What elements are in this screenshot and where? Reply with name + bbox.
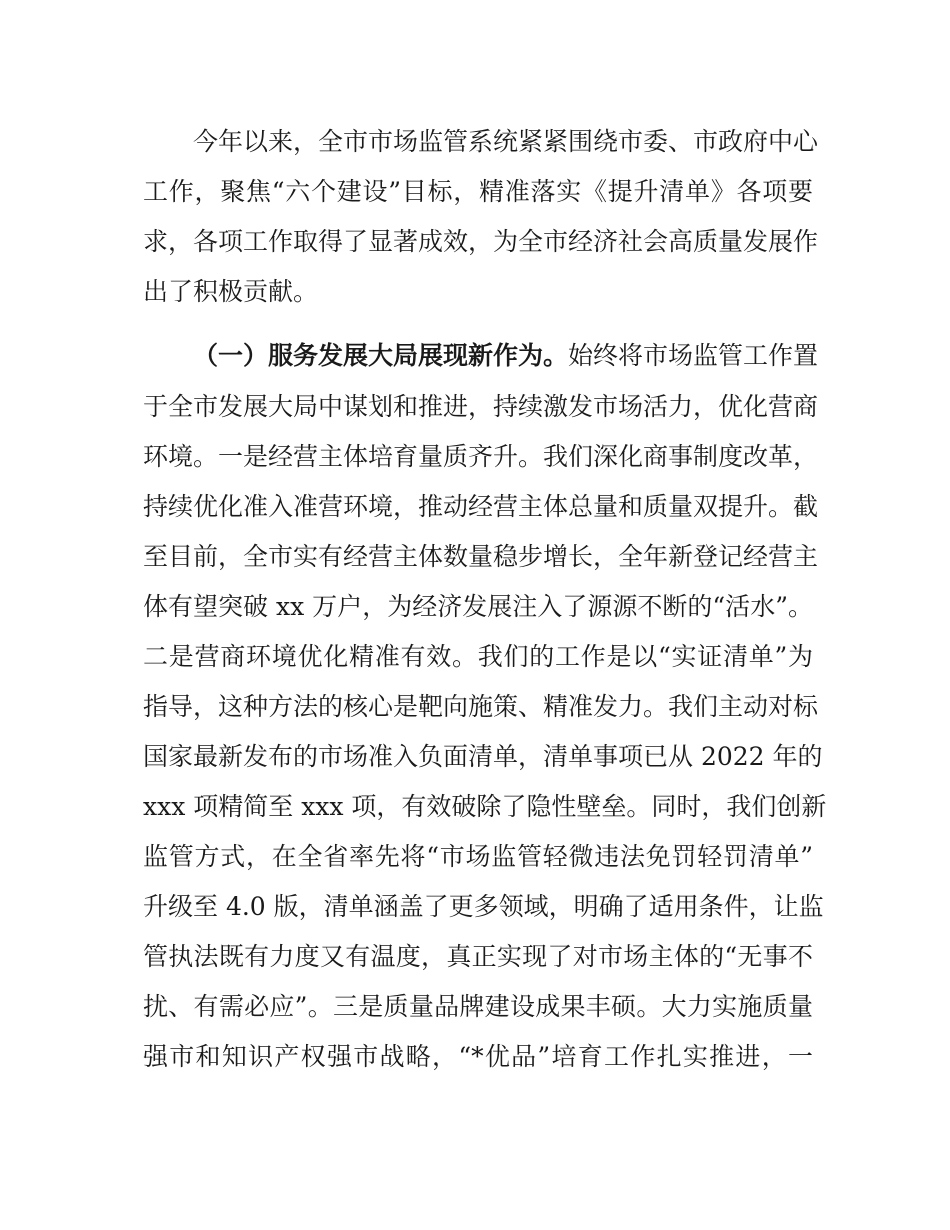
paragraph-2-line-1-rest: 始终将市场监管工作置	[568, 341, 819, 370]
paragraph-2-line-8: 指导，这种方法的核心是靶向施策、精准发力。我们主动对标	[143, 692, 819, 721]
paragraph-2-line-1	[193, 340, 819, 372]
paragraph-2-line-9: 国家最新发布的市场准入负面清单，清单事项已从 2022 年的	[143, 742, 823, 771]
paragraph-2-line-2: 于全市发展大局中谋划和推进，持续激发市场活力，优化营商	[143, 392, 819, 421]
paragraph-2-line-10: xxx 项精简至 xxx 项，有效破除了隐性壁垒。同时，我们创新	[143, 792, 827, 821]
paragraph-1-line-2: 工作，聚焦“六个建设”目标，精准落实《提升清单》各项要	[143, 177, 813, 206]
paragraph-2-line-7: 二是营商环境优化精准有效。我们的工作是以“实证清单”为	[143, 642, 813, 671]
paragraph-2-line-4: 持续优化准入准营环境，推动经营主体总量和质量双提升。截	[143, 492, 819, 521]
paragraph-2-line-13: 管执法既有力度又有温度，真正实现了对市场主体的“无事不	[143, 942, 813, 971]
paragraph-2-line-15: 强市和知识产权强市战略，“*优品”培育工作扎实推进，一	[143, 1042, 813, 1071]
paragraph-1-line-4: 出了积极贡献。	[143, 277, 319, 306]
paragraph-2-line-12: 升级至 4.0 版，清单涵盖了更多领域，明确了适用条件，让监	[143, 892, 824, 921]
section-heading: （一）服务发展大局展现新作为。	[193, 341, 569, 370]
paragraph-2-line-11: 监管方式，在全省率先将“市场监管轻微违法免罚轻罚清单”	[143, 842, 813, 871]
paragraph-1-line-3: 求，各项工作取得了显著成效，为全市经济社会高质量发展作	[143, 227, 819, 256]
paragraph-2-line-14: 扰、有需必应”。三是质量品牌建设成果丰硕。大力实施质量	[143, 992, 813, 1021]
paragraph-2-line-6: 体有望突破 xx 万户，为经济发展注入了源源不断的“活水”。	[143, 592, 813, 621]
paragraph-2-line-5: 至目前，全市实有经营主体数量稳步增长，全年新登记经营主	[143, 542, 819, 571]
paragraph-2-line-3: 环境。一是经营主体培育量质齐升。我们深化商事制度改革，	[143, 442, 819, 471]
paragraph-1-line-1: 今年以来，全市市场监管系统紧紧围绕市委、市政府中心	[193, 127, 819, 156]
